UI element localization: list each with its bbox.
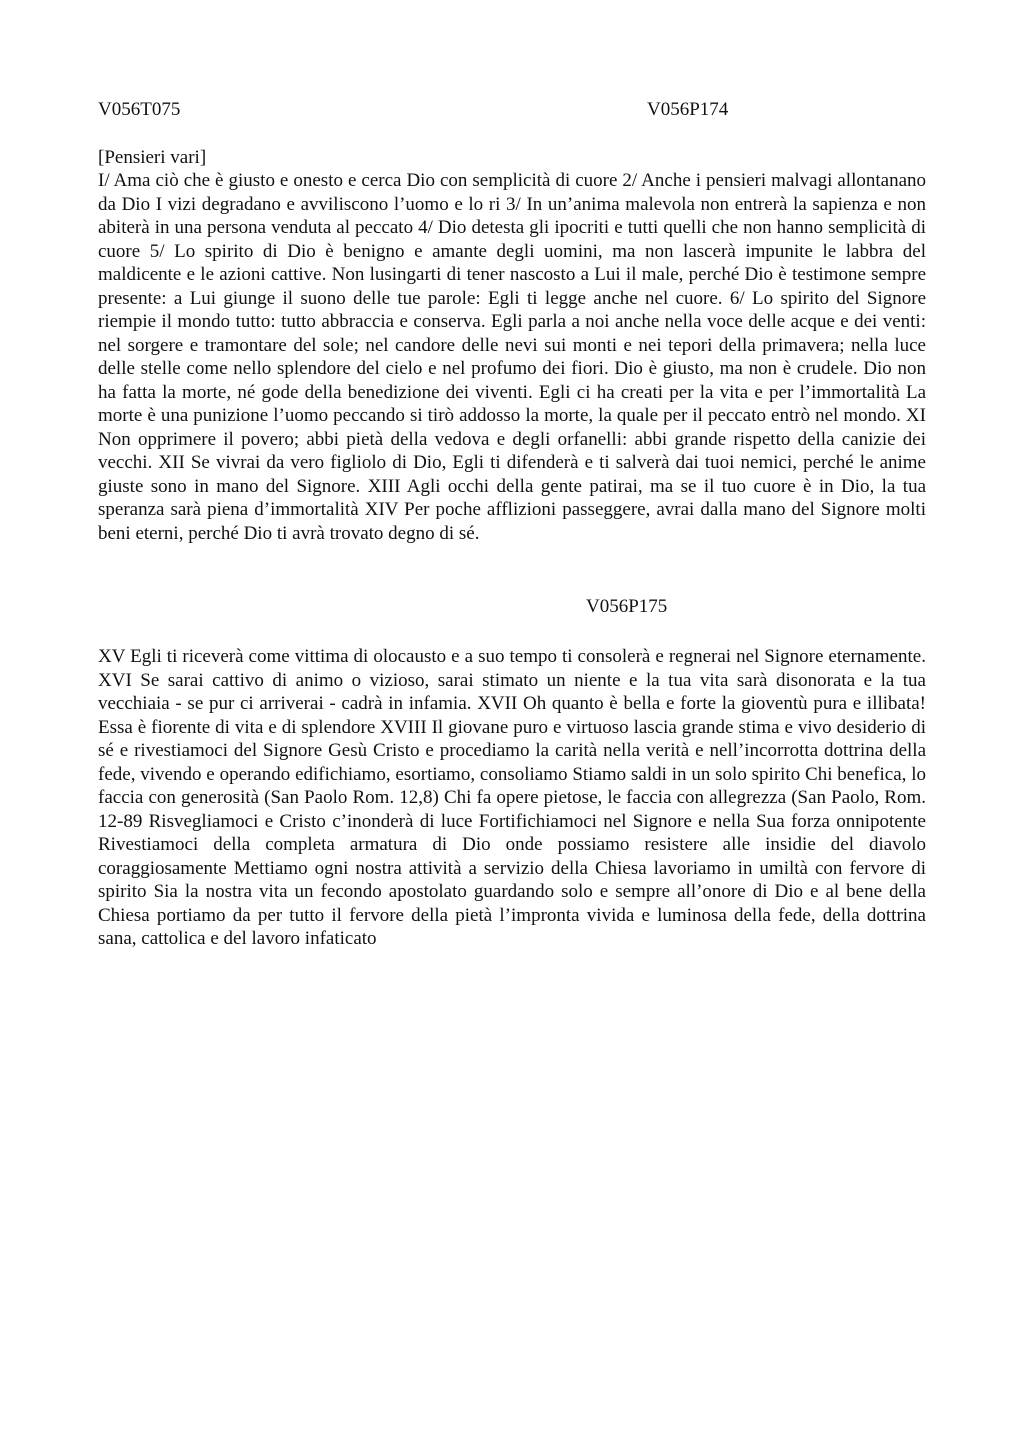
- body-paragraph-2: XV Egli ti riceverà come vittima di olocausto e a suo tempo ti consolerà e regnerai nel Signore eternamente. XVI Se sarai cattivo di animo o vizioso, sarai stimato un niente e la tua vita sarà disonorata e la tua vecchiaia - se pur ci arriverai - cadrà in infamia. XVII Oh quanto è bella e forte la gioventù pura e illibata! Essa è fiorente di vita e di splendore XVIII Il giovane puro e virtuoso lascia grande stima e vivo desiderio di sé e rivestiamoci del Signore Gesù Cristo e procediamo la carità nella verità e nell’incorrotta dottrina della fede, vivendo e operando edifichiamo, esortiamo, consoliamo Stiamo saldi in un solo spirito Chi benefica, lo faccia con generosità (San Paolo Rom. 12,8) Chi fa opere pietose, le faccia con allegrezza (San Paolo, Rom. 12-89 Risvegliamoci e Cristo c’inonderà di luce Fortifichiamoci nel Signore e nella Sua forza onnipotente Rivestiamoci della completa armatura di Dio onde possiamo resistere alle insidie del diavolo coraggiosamente Mettiamo ogni nostra attività a servizio della Chiesa lavoriamo in umiltà con fervore di spirito Sia la nostra vita un fecondo apostolato guardando solo e sempre all’onore di Dio e al bene della Chiesa portiamo da per tutto il fervore della pietà l’impronta vivida e luminosa della fede, della dottrina sana, cattolica e del lavoro infaticato: [98, 646, 926, 949]
- body-paragraph-1: I/ Ama ciò che è giusto e onesto e cerca Dio con semplicità di cuore 2/ Anche i pensieri malvagi allontanano da Dio I vizi degradano e avviliscono l’uomo e lo ri 3/ In un’anima malevola non entrerà la sapienza e non abiterà in una persona venduta al peccato 4/ Dio detesta gli ipocriti e tutti quelli che non hanno semplicità di cuore 5/ Lo spirito di Dio è benigno e amante degli uomini, ma non lascerà impunite le labbra del maldicente e le azioni cattive. Non lusingarti di tener nascosto a Lui il male, perché Dio è testimone sempre presente: a Lui giunge il suono delle tue parole: Egli ti legge anche nel cuore. 6/ Lo spirito del Signore riempie il mondo tutto: tutto abbraccia e conserva. Egli parla a noi anche nella voce delle acque e dei venti: nel sorgere e tramontare del sole; nel candore delle nevi sui monti e nei tepori della primavera; nella luce delle stelle come nello splendore del cielo e nel profumo dei fiori. Dio è giusto, ma non è crudele. Dio non ha fatta la morte, né gode della benedizione dei viventi. Egli ci ha creati per la vita e per l’immortalità La morte è una punizione l’uomo peccando si tirò addosso la morte, la quale per il peccato entrò nel mondo. XI Non opprimere il povero; abbi pietà della vedova e degli orfanelli: abbi grande rispetto della canizie dei vecchi. XII Se vivrai da vero figliolo di Dio, Egli ti difenderà e ti salverà dai tuoi nemici, perché le anime giuste sono in mano del Signore. XIII Agli occhi della gente patirai, ma se il tuo cuore è in Dio, la tua speranza sarà piena d’immortalità XIV Per poche afflizioni passeggere, avrai dalla mano del Signore molti beni eterni, perché Dio ti avrà trovato degno di sé.: [98, 170, 926, 544]
- document-code: V056T075: [98, 99, 181, 120]
- page-code-175: V056P175: [586, 596, 668, 617]
- section-title: [Pensieri vari]: [98, 147, 207, 168]
- page-code-174: V056P174: [647, 99, 729, 120]
